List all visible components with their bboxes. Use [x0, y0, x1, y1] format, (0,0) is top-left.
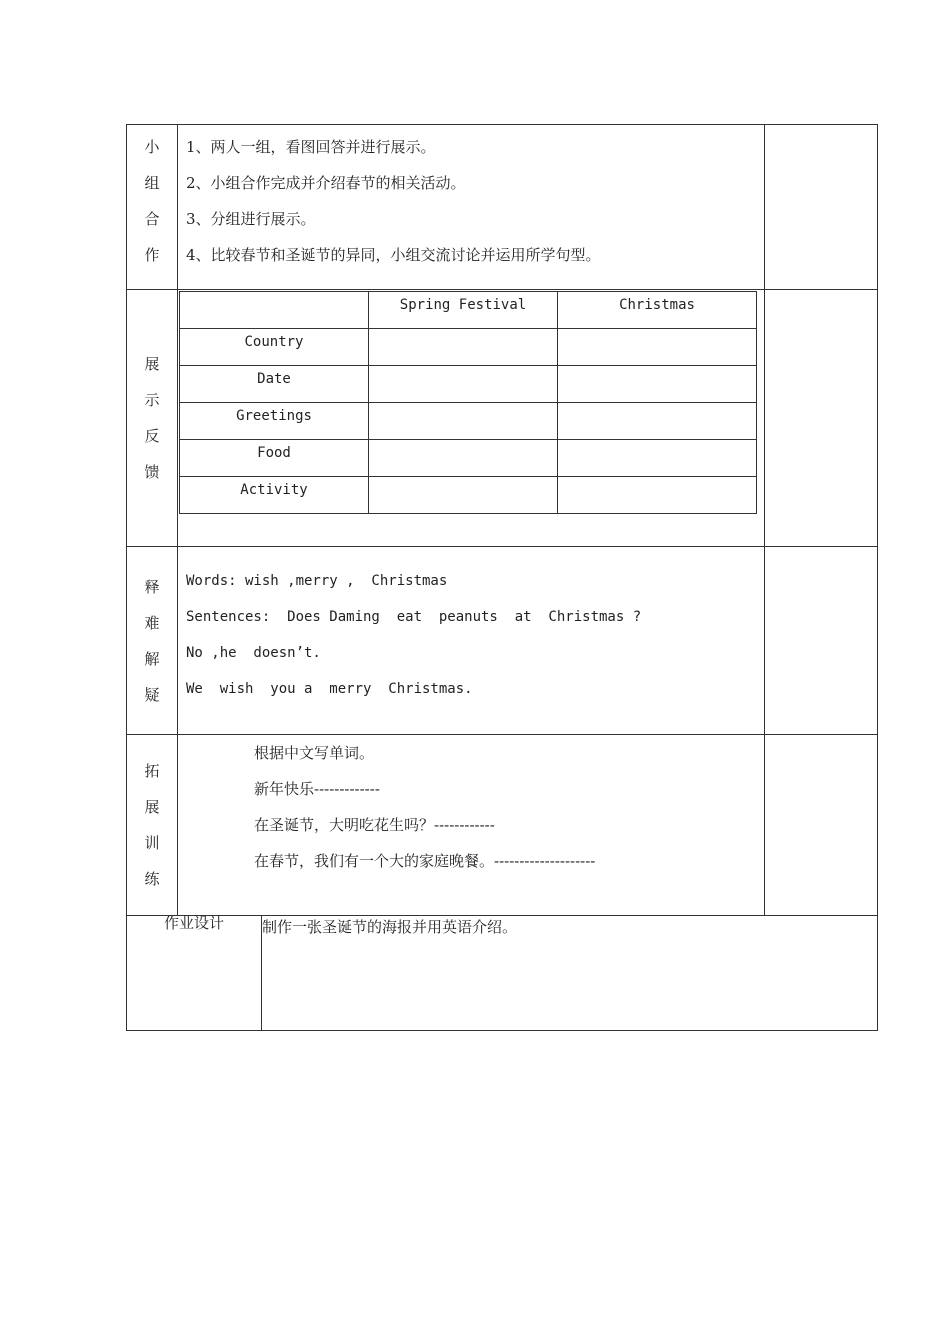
blank-cell	[369, 366, 558, 403]
label-char: 展	[144, 355, 160, 373]
language-point: We wish you a merry Christmas.	[186, 681, 473, 697]
header-cell: Spring Festival	[369, 292, 558, 329]
header-cell: Christmas	[558, 292, 757, 329]
comparison-row	[180, 329, 757, 366]
practice-content	[178, 735, 765, 916]
exercise-line: 新年快乐-------------	[254, 780, 380, 798]
label-char: 组	[144, 174, 160, 192]
label-char: 释	[144, 577, 160, 596]
practice-label	[127, 735, 178, 916]
label-char: 拓	[144, 762, 160, 780]
label-char: 示	[144, 391, 160, 409]
activity-step: 3、分组进行展示。	[186, 210, 316, 228]
blank-cell	[558, 477, 757, 514]
label-char: 反	[144, 427, 160, 445]
comparison-header-row	[180, 292, 757, 329]
label-char: 作	[144, 246, 160, 264]
difficulty-row	[127, 547, 878, 735]
homework-label: 作业设计	[127, 916, 262, 1031]
label-char: 练	[144, 870, 160, 888]
exercise-line: 在圣诞节，大明吃花生吗？------------	[254, 816, 495, 834]
lesson-plan-table	[126, 124, 878, 1031]
blank-cell	[558, 366, 757, 403]
notes-cell	[765, 290, 878, 547]
row-label: Country	[180, 329, 369, 366]
feedback-row	[127, 290, 878, 547]
feedback-content	[178, 290, 765, 547]
label-char: 疑	[144, 685, 160, 704]
difficulty-label	[127, 547, 178, 735]
difficulty-content	[178, 547, 765, 735]
label-char: 合	[144, 210, 160, 228]
label-char: 展	[144, 798, 160, 816]
blank-cell	[558, 329, 757, 366]
homework-text: 制作一张圣诞节的海报并用英语介绍。	[262, 916, 878, 1031]
exercise-line: 根据中文写单词。	[254, 744, 375, 762]
label-char: 训	[144, 834, 160, 852]
language-point: Words: wish ,merry , Christmas	[186, 573, 448, 589]
blank-cell	[369, 477, 558, 514]
header-cell	[180, 292, 369, 329]
row-label: Greetings	[180, 403, 369, 440]
comparison-row	[180, 440, 757, 477]
activity-step: 2、小组合作完成并介绍春节的相关活动。	[186, 174, 466, 192]
label-char: 解	[144, 649, 160, 668]
label-char: 难	[144, 613, 160, 632]
row-label: Activity	[180, 477, 369, 514]
notes-cell	[765, 547, 878, 735]
notes-cell	[765, 735, 878, 916]
practice-row	[127, 735, 878, 916]
language-point: Sentences: Does Daming eat peanuts at Christmas ?	[186, 609, 642, 625]
feedback-label	[127, 290, 178, 547]
language-point: No ,he doesn’t.	[186, 645, 321, 661]
notes-cell	[765, 125, 878, 290]
blank-cell	[558, 440, 757, 477]
row-label: Food	[180, 440, 369, 477]
group-cooperation-label	[127, 125, 178, 290]
blank-cell	[369, 440, 558, 477]
blank-cell	[558, 403, 757, 440]
comparison-row	[180, 403, 757, 440]
homework-row	[127, 916, 878, 1031]
label-char: 馈	[144, 463, 160, 481]
activity-step: 1、两人一组，看图回答并进行展示。	[186, 138, 436, 156]
row-label: Date	[180, 366, 369, 403]
exercise-line: 在春节，我们有一个大的家庭晚餐。--------------------	[254, 852, 596, 870]
comparison-table	[179, 291, 757, 514]
group-cooperation-content	[178, 125, 765, 290]
activity-step: 4、比较春节和圣诞节的异同，小组交流讨论并运用所学句型。	[186, 246, 601, 264]
blank-cell	[369, 403, 558, 440]
comparison-row	[180, 366, 757, 403]
blank-cell	[369, 329, 558, 366]
label-char: 小	[144, 138, 160, 156]
comparison-row	[180, 477, 757, 514]
group-cooperation-row	[127, 125, 878, 290]
